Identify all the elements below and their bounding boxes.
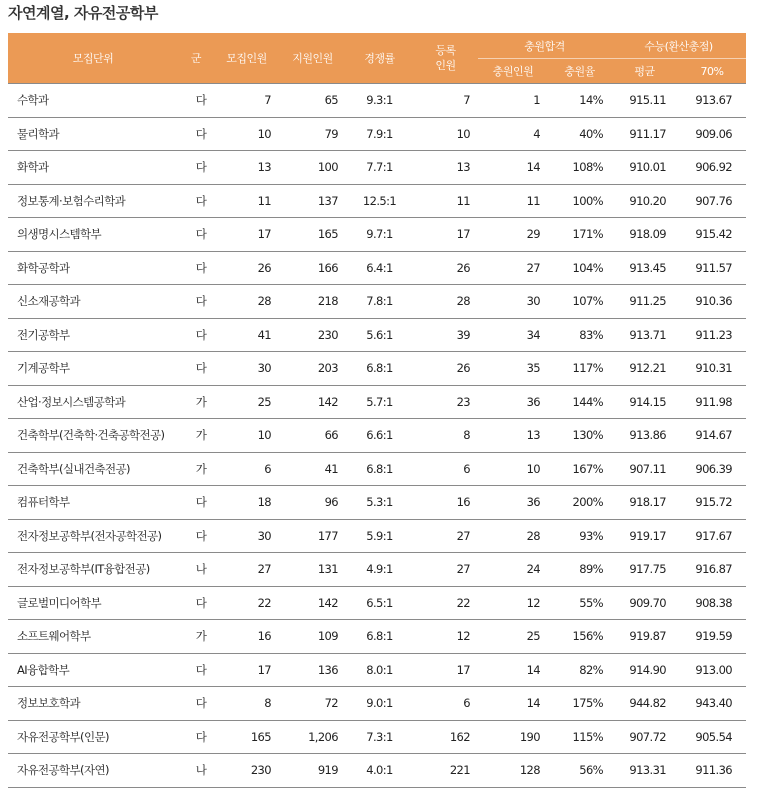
cell-recruit: 13 — [214, 151, 279, 185]
cell-extra-count: 27 — [478, 251, 548, 285]
cell-group: 가 — [178, 385, 214, 419]
cell-extra-rate: 55% — [548, 586, 611, 620]
header-extra-count: 충원인원 — [478, 59, 548, 84]
cell-avg: 911.17 — [611, 117, 678, 151]
cell-pct70: 911.57 — [678, 251, 746, 285]
cell-avg: 911.25 — [611, 285, 678, 319]
table-row — [8, 486, 746, 520]
cell-registered: 221 — [413, 754, 478, 788]
cell-group: 다 — [178, 519, 214, 553]
cell-registered: 6 — [413, 687, 478, 721]
cell-registered: 11 — [413, 184, 478, 218]
cell-ratio: 7.8:1 — [346, 285, 413, 319]
table-row — [8, 754, 746, 788]
cell-unit: 정보통계·보험수리학과 — [8, 184, 178, 218]
cell-applicants: 79 — [279, 117, 346, 151]
header-applicants: 지원인원 — [279, 33, 346, 84]
cell-registered: 22 — [413, 586, 478, 620]
cell-extra-rate: 40% — [548, 117, 611, 151]
cell-extra-rate: 130% — [548, 419, 611, 453]
cell-ratio: 6.8:1 — [346, 620, 413, 654]
cell-extra-rate: 156% — [548, 620, 611, 654]
table-row — [8, 218, 746, 252]
cell-ratio: 6.8:1 — [346, 452, 413, 486]
cell-group: 다 — [178, 251, 214, 285]
cell-ratio: 12.5:1 — [346, 184, 413, 218]
cell-group: 다 — [178, 318, 214, 352]
cell-extra-rate: 171% — [548, 218, 611, 252]
cell-applicants: 136 — [279, 653, 346, 687]
cell-pct70: 916.87 — [678, 553, 746, 587]
cell-avg: 910.01 — [611, 151, 678, 185]
cell-registered: 26 — [413, 251, 478, 285]
cell-recruit: 8 — [214, 687, 279, 721]
cell-recruit: 27 — [214, 553, 279, 587]
cell-pct70: 911.23 — [678, 318, 746, 352]
cell-applicants: 66 — [279, 419, 346, 453]
cell-group: 다 — [178, 218, 214, 252]
cell-extra-rate: 89% — [548, 553, 611, 587]
cell-avg: 919.87 — [611, 620, 678, 654]
cell-recruit: 41 — [214, 318, 279, 352]
cell-extra-rate: 107% — [548, 285, 611, 319]
cell-unit: 수학과 — [8, 84, 178, 118]
cell-unit: 산업·정보시스템공학과 — [8, 385, 178, 419]
cell-extra-count: 12 — [478, 586, 548, 620]
cell-avg: 917.75 — [611, 553, 678, 587]
header-registered: 등록 인원 — [413, 33, 478, 84]
cell-avg: 913.71 — [611, 318, 678, 352]
cell-registered: 27 — [413, 519, 478, 553]
cell-extra-rate: 200% — [548, 486, 611, 520]
table-row — [8, 251, 746, 285]
cell-pct70: 908.38 — [678, 586, 746, 620]
cell-group: 다 — [178, 117, 214, 151]
table-row — [8, 352, 746, 386]
cell-applicants: 137 — [279, 184, 346, 218]
cell-pct70: 906.92 — [678, 151, 746, 185]
table-row — [8, 519, 746, 553]
header-group: 군 — [178, 33, 214, 84]
cell-recruit: 26 — [214, 251, 279, 285]
cell-group: 나 — [178, 553, 214, 587]
table-row — [8, 84, 746, 118]
table-row — [8, 720, 746, 754]
cell-extra-rate: 175% — [548, 687, 611, 721]
cell-extra-rate: 104% — [548, 251, 611, 285]
cell-avg: 909.70 — [611, 586, 678, 620]
cell-extra-count: 24 — [478, 553, 548, 587]
cell-ratio: 9.0:1 — [346, 687, 413, 721]
cell-applicants: 166 — [279, 251, 346, 285]
cell-pct70: 911.36 — [678, 754, 746, 788]
cell-registered: 162 — [413, 720, 478, 754]
cell-extra-count: 36 — [478, 486, 548, 520]
cell-pct70: 909.06 — [678, 117, 746, 151]
cell-extra-count: 190 — [478, 720, 548, 754]
cell-pct70: 905.54 — [678, 720, 746, 754]
cell-recruit: 18 — [214, 486, 279, 520]
cell-group: 다 — [178, 720, 214, 754]
table-row — [8, 586, 746, 620]
cell-ratio: 5.6:1 — [346, 318, 413, 352]
cell-applicants: 131 — [279, 553, 346, 587]
cell-recruit: 7 — [214, 84, 279, 118]
cell-recruit: 22 — [214, 586, 279, 620]
cell-extra-count: 25 — [478, 620, 548, 654]
table-body — [8, 84, 746, 788]
cell-unit: 신소재공학과 — [8, 285, 178, 319]
cell-extra-count: 13 — [478, 419, 548, 453]
cell-extra-count: 1 — [478, 84, 548, 118]
cell-pct70: 913.67 — [678, 84, 746, 118]
cell-extra-count: 34 — [478, 318, 548, 352]
cell-group: 다 — [178, 653, 214, 687]
cell-applicants: 142 — [279, 385, 346, 419]
table-row — [8, 653, 746, 687]
cell-group: 가 — [178, 419, 214, 453]
cell-group: 나 — [178, 754, 214, 788]
cell-ratio: 6.6:1 — [346, 419, 413, 453]
cell-pct70: 906.39 — [678, 452, 746, 486]
cell-ratio: 7.9:1 — [346, 117, 413, 151]
cell-recruit: 17 — [214, 218, 279, 252]
cell-extra-count: 29 — [478, 218, 548, 252]
cell-unit: 전자정보공학부(IT융합전공) — [8, 553, 178, 587]
cell-applicants: 100 — [279, 151, 346, 185]
cell-extra-rate: 93% — [548, 519, 611, 553]
cell-registered: 27 — [413, 553, 478, 587]
cell-group: 다 — [178, 151, 214, 185]
cell-extra-count: 14 — [478, 653, 548, 687]
cell-applicants: 96 — [279, 486, 346, 520]
cell-recruit: 28 — [214, 285, 279, 319]
header-pct70: 70% — [678, 59, 746, 84]
cell-recruit: 30 — [214, 352, 279, 386]
cell-extra-rate: 56% — [548, 754, 611, 788]
cell-avg: 907.11 — [611, 452, 678, 486]
cell-ratio: 5.9:1 — [346, 519, 413, 553]
cell-avg: 910.20 — [611, 184, 678, 218]
cell-unit: 자유전공학부(자연) — [8, 754, 178, 788]
header-ratio: 경쟁률 — [346, 33, 413, 84]
cell-group: 다 — [178, 586, 214, 620]
cell-avg: 918.17 — [611, 486, 678, 520]
header-suneung: 수능(환산총점) — [611, 33, 746, 59]
cell-extra-count: 28 — [478, 519, 548, 553]
cell-extra-count: 4 — [478, 117, 548, 151]
cell-unit: 전자정보공학부(전자공학전공) — [8, 519, 178, 553]
cell-pct70: 915.72 — [678, 486, 746, 520]
cell-unit: 의생명시스템학부 — [8, 218, 178, 252]
cell-applicants: 919 — [279, 754, 346, 788]
table-row — [8, 117, 746, 151]
cell-avg: 913.31 — [611, 754, 678, 788]
cell-extra-rate: 82% — [548, 653, 611, 687]
table-row — [8, 419, 746, 453]
cell-avg: 913.86 — [611, 419, 678, 453]
cell-registered: 6 — [413, 452, 478, 486]
cell-registered: 26 — [413, 352, 478, 386]
cell-registered: 12 — [413, 620, 478, 654]
cell-registered: 17 — [413, 653, 478, 687]
header-extra-rate: 충원율 — [548, 59, 611, 84]
cell-recruit: 16 — [214, 620, 279, 654]
table-row — [8, 553, 746, 587]
cell-applicants: 65 — [279, 84, 346, 118]
cell-ratio: 5.3:1 — [346, 486, 413, 520]
cell-extra-count: 30 — [478, 285, 548, 319]
cell-avg: 914.90 — [611, 653, 678, 687]
cell-applicants: 41 — [279, 452, 346, 486]
header-recruit: 모집인원 — [214, 33, 279, 84]
cell-ratio: 9.3:1 — [346, 84, 413, 118]
table-row — [8, 285, 746, 319]
cell-unit: AI융합학부 — [8, 653, 178, 687]
cell-recruit: 25 — [214, 385, 279, 419]
cell-extra-rate: 100% — [548, 184, 611, 218]
cell-ratio: 7.7:1 — [346, 151, 413, 185]
page-title: 자연계열, 자유전공학부 — [8, 4, 158, 22]
cell-registered: 28 — [413, 285, 478, 319]
cell-ratio: 4.9:1 — [346, 553, 413, 587]
cell-pct70: 914.67 — [678, 419, 746, 453]
cell-group: 다 — [178, 486, 214, 520]
cell-group: 가 — [178, 452, 214, 486]
cell-avg: 912.21 — [611, 352, 678, 386]
cell-applicants: 109 — [279, 620, 346, 654]
cell-pct70: 910.31 — [678, 352, 746, 386]
cell-extra-count: 36 — [478, 385, 548, 419]
cell-registered: 13 — [413, 151, 478, 185]
header-unit: 모집단위 — [8, 33, 178, 84]
cell-unit: 전기공학부 — [8, 318, 178, 352]
cell-ratio: 8.0:1 — [346, 653, 413, 687]
cell-applicants: 230 — [279, 318, 346, 352]
cell-applicants: 1,206 — [279, 720, 346, 754]
cell-extra-rate: 83% — [548, 318, 611, 352]
cell-avg: 918.09 — [611, 218, 678, 252]
cell-avg: 919.17 — [611, 519, 678, 553]
table-row — [8, 385, 746, 419]
cell-registered: 23 — [413, 385, 478, 419]
cell-pct70: 907.76 — [678, 184, 746, 218]
cell-group: 가 — [178, 620, 214, 654]
cell-registered: 39 — [413, 318, 478, 352]
cell-recruit: 10 — [214, 117, 279, 151]
table-row — [8, 151, 746, 185]
cell-unit: 소프트웨어학부 — [8, 620, 178, 654]
cell-extra-rate: 167% — [548, 452, 611, 486]
cell-extra-count: 35 — [478, 352, 548, 386]
cell-group: 다 — [178, 687, 214, 721]
cell-ratio: 6.4:1 — [346, 251, 413, 285]
cell-applicants: 177 — [279, 519, 346, 553]
cell-pct70: 943.40 — [678, 687, 746, 721]
table-row — [8, 184, 746, 218]
cell-extra-rate: 115% — [548, 720, 611, 754]
cell-avg: 944.82 — [611, 687, 678, 721]
cell-group: 다 — [178, 84, 214, 118]
cell-pct70: 915.42 — [678, 218, 746, 252]
cell-registered: 10 — [413, 117, 478, 151]
cell-ratio: 6.8:1 — [346, 352, 413, 386]
cell-avg: 913.45 — [611, 251, 678, 285]
table-row — [8, 687, 746, 721]
cell-registered: 16 — [413, 486, 478, 520]
cell-pct70: 911.98 — [678, 385, 746, 419]
cell-pct70: 919.59 — [678, 620, 746, 654]
cell-group: 다 — [178, 184, 214, 218]
cell-applicants: 203 — [279, 352, 346, 386]
cell-pct70: 913.00 — [678, 653, 746, 687]
cell-unit: 화학공학과 — [8, 251, 178, 285]
cell-recruit: 11 — [214, 184, 279, 218]
cell-recruit: 10 — [214, 419, 279, 453]
cell-unit: 자유전공학부(인문) — [8, 720, 178, 754]
cell-recruit: 165 — [214, 720, 279, 754]
cell-recruit: 6 — [214, 452, 279, 486]
cell-applicants: 165 — [279, 218, 346, 252]
cell-avg: 907.72 — [611, 720, 678, 754]
table-row — [8, 620, 746, 654]
cell-registered: 8 — [413, 419, 478, 453]
table-row — [8, 452, 746, 486]
cell-group: 다 — [178, 285, 214, 319]
cell-extra-rate: 108% — [548, 151, 611, 185]
header-avg: 평균 — [611, 59, 678, 84]
cell-unit: 건축학부(건축학·건축공학전공) — [8, 419, 178, 453]
cell-extra-rate: 117% — [548, 352, 611, 386]
cell-recruit: 30 — [214, 519, 279, 553]
cell-recruit: 230 — [214, 754, 279, 788]
cell-extra-count: 128 — [478, 754, 548, 788]
cell-unit: 물리학과 — [8, 117, 178, 151]
cell-registered: 7 — [413, 84, 478, 118]
cell-avg: 914.15 — [611, 385, 678, 419]
cell-unit: 기계공학부 — [8, 352, 178, 386]
table-header — [8, 33, 746, 84]
cell-unit: 건축학부(실내건축전공) — [8, 452, 178, 486]
cell-pct70: 917.67 — [678, 519, 746, 553]
cell-ratio: 9.7:1 — [346, 218, 413, 252]
cell-ratio: 6.5:1 — [346, 586, 413, 620]
cell-registered: 17 — [413, 218, 478, 252]
cell-applicants: 72 — [279, 687, 346, 721]
cell-recruit: 17 — [214, 653, 279, 687]
admission-results-table — [8, 33, 746, 788]
cell-extra-count: 11 — [478, 184, 548, 218]
cell-extra-rate: 144% — [548, 385, 611, 419]
cell-ratio: 7.3:1 — [346, 720, 413, 754]
cell-pct70: 910.36 — [678, 285, 746, 319]
cell-unit: 화학과 — [8, 151, 178, 185]
admission-table-container — [8, 33, 746, 788]
cell-ratio: 5.7:1 — [346, 385, 413, 419]
cell-extra-count: 14 — [478, 151, 548, 185]
cell-ratio: 4.0:1 — [346, 754, 413, 788]
header-extra-pass: 충원합격 — [478, 33, 611, 59]
cell-group: 다 — [178, 352, 214, 386]
cell-applicants: 218 — [279, 285, 346, 319]
cell-extra-count: 10 — [478, 452, 548, 486]
cell-avg: 915.11 — [611, 84, 678, 118]
cell-extra-rate: 14% — [548, 84, 611, 118]
cell-unit: 글로벌미디어학부 — [8, 586, 178, 620]
cell-unit: 정보보호학과 — [8, 687, 178, 721]
table-row — [8, 318, 746, 352]
cell-extra-count: 14 — [478, 687, 548, 721]
cell-unit: 컴퓨터학부 — [8, 486, 178, 520]
cell-applicants: 142 — [279, 586, 346, 620]
